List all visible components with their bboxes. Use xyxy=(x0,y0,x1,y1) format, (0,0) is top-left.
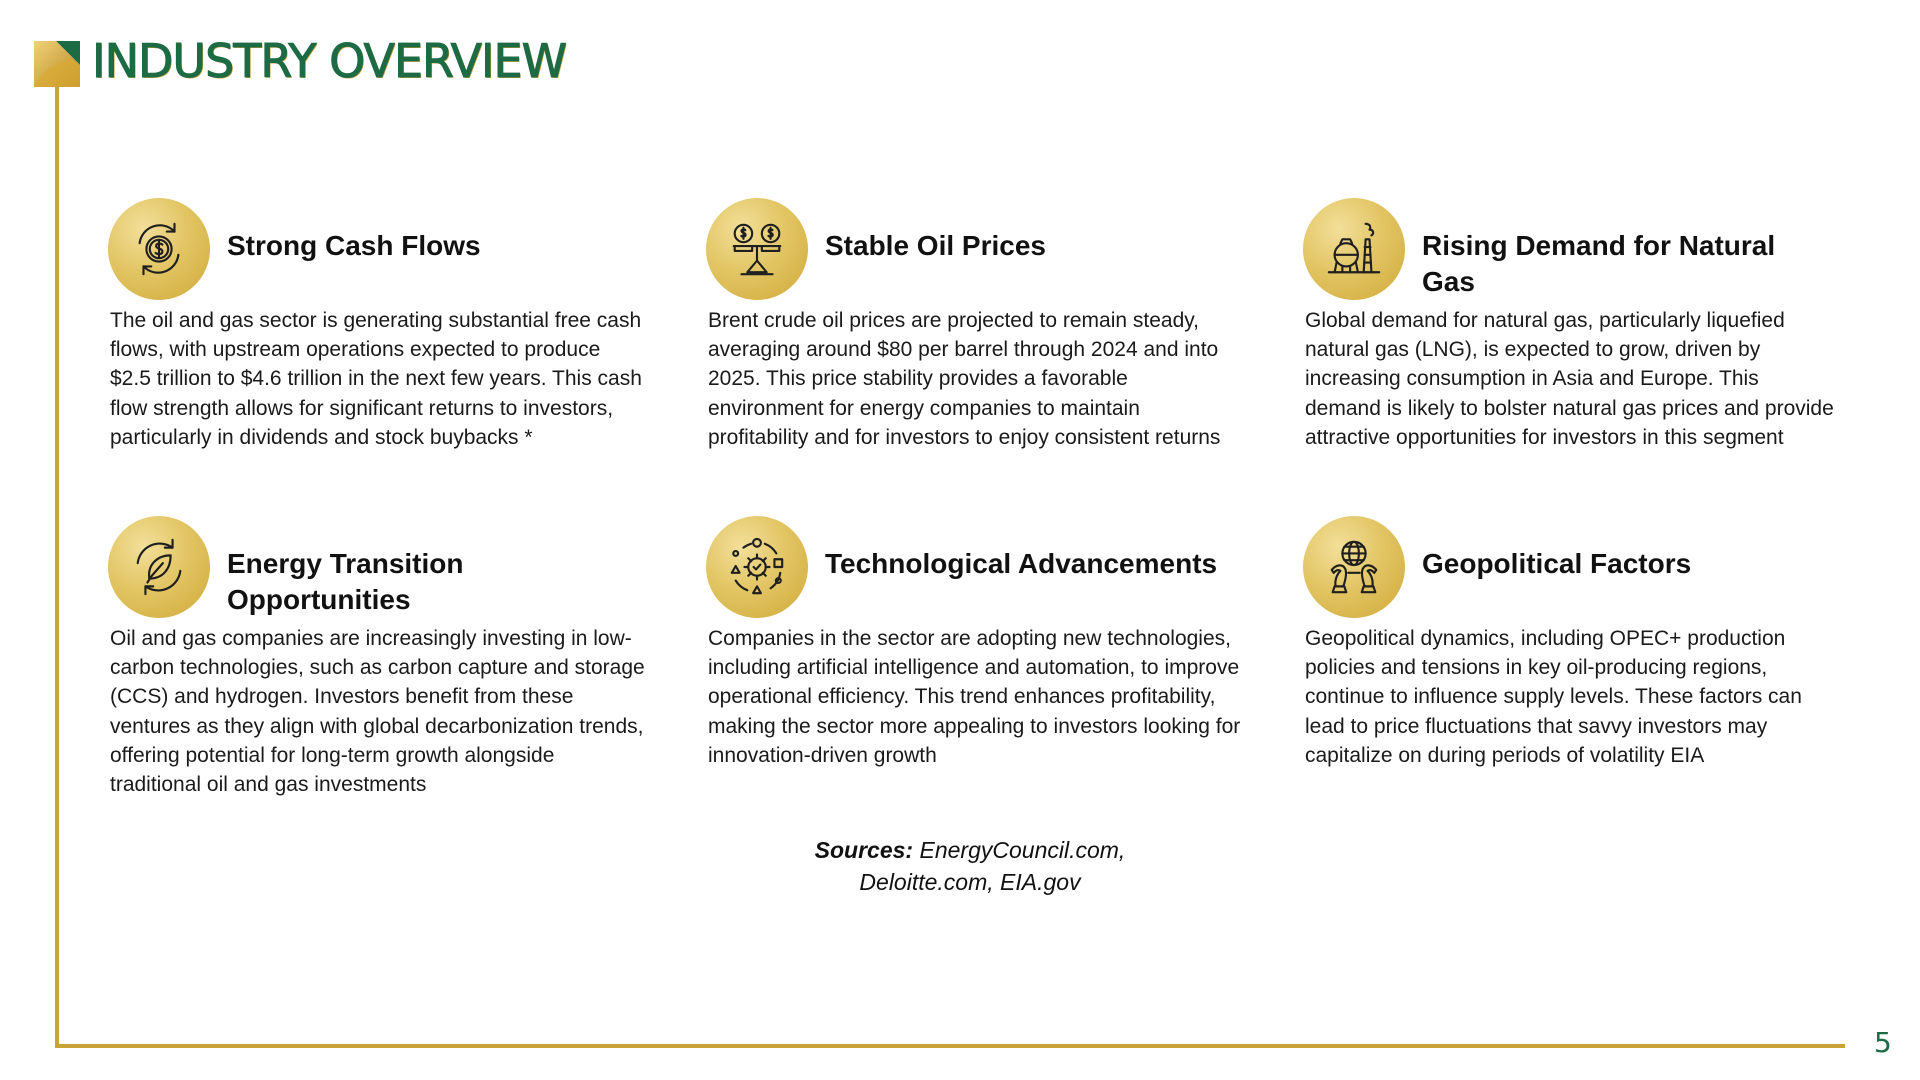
card-title: Energy Transition Opportunities xyxy=(227,548,464,615)
card-title: Strong Cash Flows xyxy=(227,230,481,261)
card-title: Stable Oil Prices xyxy=(825,230,1046,261)
card-text: Brent crude oil prices are projected to remain steady, averaging around $80 per barrel through 2024 and into 2025. This price stability provides a favorable environment for energy companies to maintain profitability and for investors to enjoy consistent returns xyxy=(708,309,1221,449)
gear-network-icon xyxy=(706,516,808,618)
leaf-cycle-icon xyxy=(108,516,210,618)
card-title: Geopolitical Factors xyxy=(1422,548,1692,579)
frame-bottom-line xyxy=(55,1044,1845,1048)
gas-plant-icon xyxy=(1303,198,1405,300)
card-text: Global demand for natural gas, particularly liquefied natural gas (LNG), is expected to grow, driven by increasing consumption in Asia and Europe. This demand is likely to bolster natural gas prices and provide attractive opportunities for investors in this segment xyxy=(1305,309,1834,449)
company-logo xyxy=(34,41,80,87)
sources-text: EnergyCouncil.com, Deloitte.com, EIA.gov xyxy=(859,837,1126,895)
card-title: Rising Demand for Natural Gas xyxy=(1422,230,1776,297)
card-text: The oil and gas sector is generating substantial free cash flows, with upstream operations expected to produce $2.5 trillion to $4.6 trillion in the next few years. This cash flow strength allows for significant returns to investors, particularly in dividends and stock buybacks * xyxy=(110,309,642,449)
card-title: Technological Advancements xyxy=(825,548,1218,579)
card-text: Geopolitical dynamics, including OPEC+ production policies and tensions in key oil-producing regions, continue to influence supply levels. These factors can lead to price fluctuations that savvy investors may capitalize on during periods of volatility EIA xyxy=(1305,627,1802,767)
sources-note xyxy=(770,834,1170,898)
globe-chess-icon xyxy=(1303,516,1405,618)
frame-left-line xyxy=(55,86,59,1047)
card-text: Oil and gas companies are increasingly investing in low-carbon technologies, such as carbon capture and storage (CCS) and hydrogen. Investors benefit from these ventures as they align with global decarbonization trends, offering potential for long-term growth alongside traditional oil and gas investments xyxy=(110,627,645,797)
cash-cycle-icon xyxy=(108,198,210,300)
sources-label: Sources: xyxy=(814,837,914,863)
card-text: Companies in the sector are adopting new technologies, including artificial intelligence and automation, to improve operational efficiency. This trend enhances profitability, making the sector more appealing to investors looking for innovation-driven growth xyxy=(708,627,1241,767)
page-title: INDUSTRY OVERVIEW xyxy=(92,34,567,88)
balance-scale-coins-icon xyxy=(706,198,808,300)
page-number: 5 xyxy=(1874,1026,1892,1059)
